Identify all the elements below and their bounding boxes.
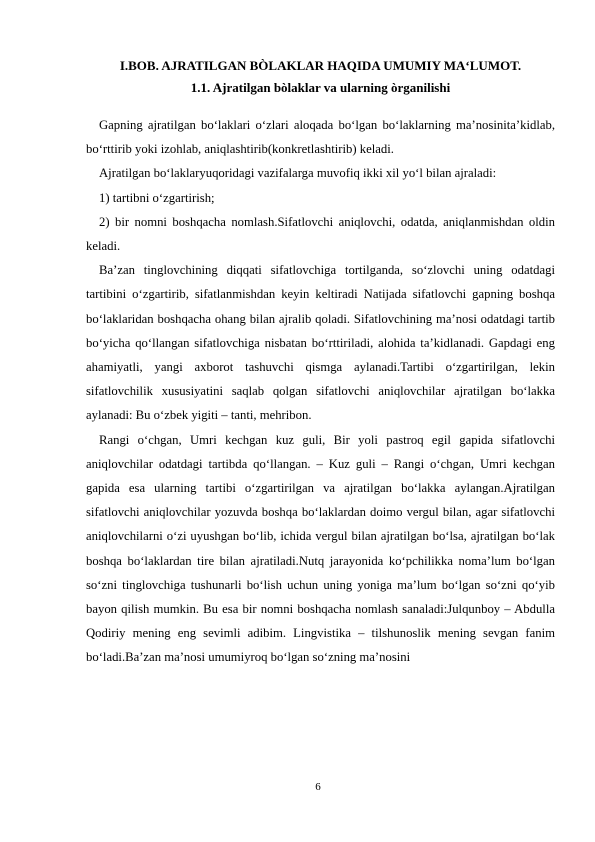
body-text: [86, 113, 555, 670]
page-number: 6: [315, 781, 321, 793]
chapter-title: I.BOB. AJRATILGAN BÒLAKLAR HAQIDA UMUMIY MA‘LUMOT.: [119, 58, 522, 73]
paragraph: 1) tartibni o‘zgartirish;: [99, 190, 215, 205]
paragraph: Rangi o‘chgan, Umri kechgan kuz guli, Bir yoli pastroq egil gapida sifatlovchi aniqlovchilar odatdagi tartibda qo‘llangan. – Kuz guli – Rangi o‘chgan, Umri kechgan gapida esa ularning tartibi o‘zgartirilgan va ajratilgan bo‘lakka aylangan.Ajratilgan sifatlovchi aniqlovchilar yozuvda boshqa bo‘laklardan doimo vergul bilan, agar sifatlovchi aniqlovchilarni o‘zi uyushgan bo‘lib, ichida vergul bilan ajratilgan bo‘lsa, ajratilgan bo‘lak boshqa bo‘laklardan tire bilan ajratiladi.Nutq jarayonida ko‘pchilikka noma’lum bo‘lgan so‘zni tinglovchiga tushunarli bo‘lish uchun uning yoniga ma’lum bo‘lgan so‘zni qo‘yib bayon qilish mumkin. Bu esa bir nomni boshqacha nomlash sanaladi:Julqunboy – Abdulla Qodiriy mening eng sevimli adibim. Lingvistika – tilshunoslik mening sevgan fanim bo‘ladi.Ba’zan ma’nosi umumiyroq bo‘lgan so‘zning ma’nosini: [86, 432, 555, 665]
paragraph: 2) bir nomni boshqacha nomlash.Sifatlovchi aniqlovchi, odatda, aniqlanmishdan oldin keladi.: [86, 214, 555, 254]
section-title: 1.1. Ajratilgan bòlaklar va ularning òrganilishi: [190, 80, 451, 95]
paragraph: Ba’zan tinglovchining diqqati sifatlovchiga tortilganda, so‘zlovchi uning odatdagi tartibini o‘zgartirib, sifatlanmishdan keyin keltiradi Natijada sifatlovchi gapning boshqa bo‘laklaridan boshqacha ohang bilan ajralib qoladi. Sifatlovchining ma’nosi odatdagi tartib bo‘yicha qo‘llangan sifatlovchiga nisbatan bo‘rttiriladi, alohida ta’kidlanadi. Gapdagi eng ahamiyatli, yangi axborot tashuvchi qismga aylanadi.Tartibi o‘zgartirilgan, lekin sifatlovchilik xususiyatini saqlab qolgan sifatlovchi aniqlovchilar ajratilgan bo‘lakka aylanadi: Bu o‘zbek yigiti – tanti, mehribon.: [86, 263, 555, 423]
paragraph: Gapning ajratilgan bo‘laklari o‘zlari aloqada bo‘lgan bo‘laklarning ma’nosinita’kidlab, bo‘rttirib yoki izohlab, aniqlashtirib(konkretlashtirib) keladi.: [86, 118, 555, 157]
paragraph: Ajratilgan bo‘laklaryuqoridagi vazifalarga muvofiq ikki xil yo‘l bilan ajraladi:: [99, 166, 497, 181]
